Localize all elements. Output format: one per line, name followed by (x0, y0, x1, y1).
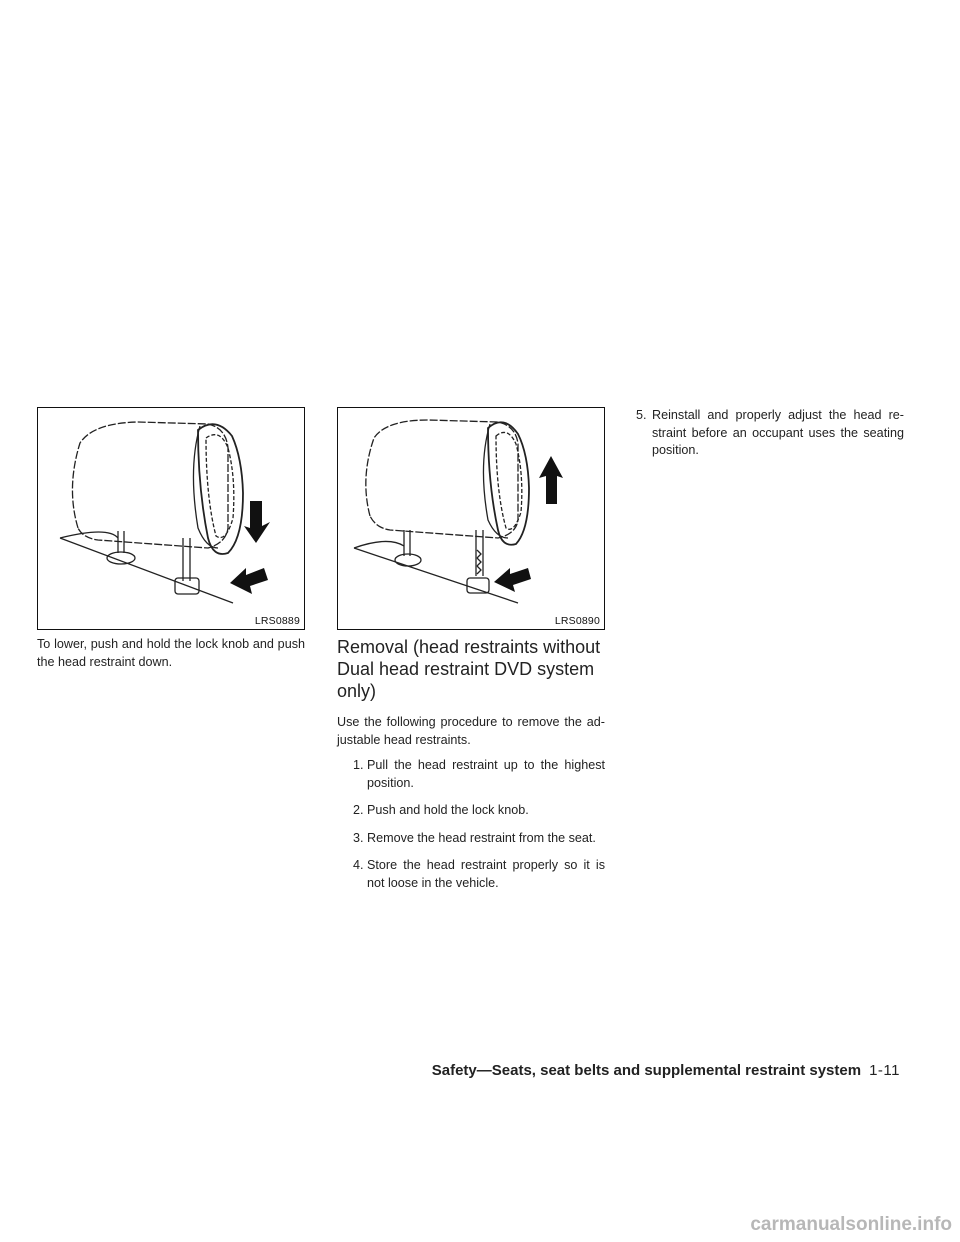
arrow-up-icon (539, 456, 563, 504)
removal-steps-list-continued (636, 407, 904, 460)
figure-remove-head-restraint (337, 407, 605, 630)
section-heading: Removal (head restraints without Dual head restraint DVD system only) (337, 637, 601, 701)
column-2 (337, 636, 605, 902)
column-1 (37, 636, 305, 671)
footer-section-title: Safety—Seats, seat belts and supplemental restraint system (431, 1062, 862, 1079)
arrow-left-icon (230, 568, 268, 594)
list-item: 5. Reinstall and properly adjust the head re- straint before an occupant uses the seating position. (636, 408, 904, 457)
column-3 (636, 407, 904, 470)
paragraph-intro: Use the following procedure to remove the ad- justable head restraints. (337, 715, 605, 747)
removal-steps-list (337, 757, 605, 892)
watermark: carmanualsonline.info (750, 1214, 952, 1235)
arrow-down-icon (244, 501, 270, 543)
head-restraint-illustration (38, 408, 304, 629)
page-number: 1-11 (869, 1062, 900, 1079)
paragraph-lower-instructions: To lower, push and hold the lock knob and push the head restraint down. (37, 637, 305, 669)
page-footer (432, 1062, 900, 1079)
list-item: 4. Store the head restraint properly so it is not loose in the vehicle. (353, 858, 605, 890)
figure-code: LRS0890 (554, 615, 600, 627)
head-restraint-illustration (338, 408, 604, 629)
figure-lower-head-restraint (37, 407, 305, 630)
list-item: 3. Remove the head restraint from the seat. (353, 830, 596, 845)
list-item: 1. Pull the head restraint up to the highest position. (353, 758, 605, 790)
list-item: 2. Push and hold the lock knob. (353, 803, 529, 817)
figure-code: LRS0889 (254, 615, 300, 627)
arrow-left-icon (494, 568, 531, 592)
